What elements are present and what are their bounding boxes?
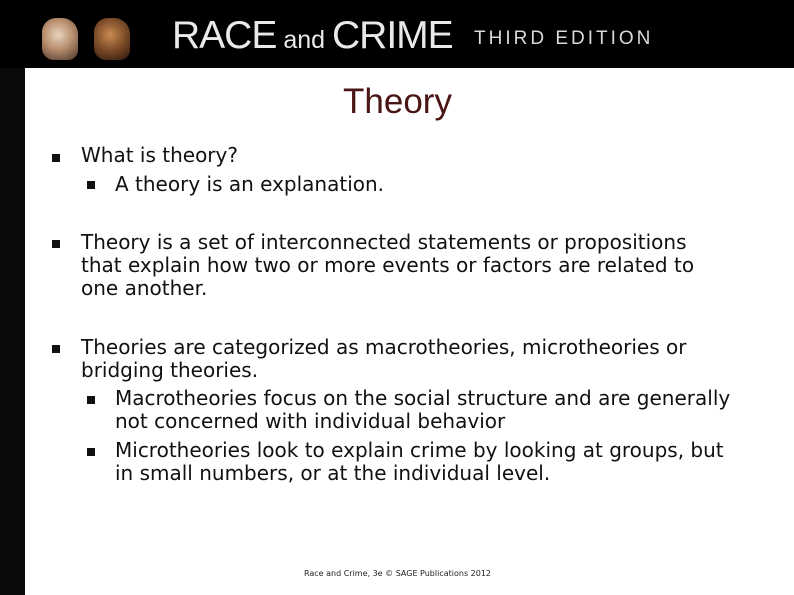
- header-banner: [0, 0, 794, 68]
- bullet-3-line-2: bridging theories.: [81, 358, 259, 382]
- edition-label: THIRD EDITION: [474, 28, 654, 49]
- book-cover-photos: [38, 8, 138, 66]
- bullet-3-sub-1-line-2: not concerned with individual behavior: [115, 409, 506, 433]
- raised-fist-image-dark: [94, 18, 130, 60]
- bullet-2-line-2: that explain how two or more events or factors are related to: [81, 253, 695, 277]
- slide-footer: Race and Crime, 3e © SAGE Publications 2012: [303, 569, 492, 578]
- raised-fist-image-light: [42, 18, 78, 60]
- bullet-3-sub-2-line-2: in small numbers, or at the individual level.: [115, 461, 551, 485]
- slide-title: Theory: [343, 82, 452, 121]
- logo-race: RACE: [172, 14, 277, 57]
- bullet-1-sub-1: A theory is an explanation.: [115, 172, 385, 196]
- sub-bullet-marker: [87, 396, 95, 404]
- bullet-marker: [52, 240, 60, 248]
- bullet-1-line-1: What is theory?: [81, 143, 238, 167]
- sub-bullet-marker: [87, 448, 95, 456]
- bullet-marker: [52, 345, 60, 353]
- book-title-logo: [172, 14, 453, 58]
- bullet-2-line-3: one another.: [81, 276, 208, 300]
- bullet-3-sub-2-line-1: Microtheories look to explain crime by looking at groups, but: [115, 438, 724, 462]
- sub-bullet-marker: [87, 181, 95, 189]
- logo-and: and: [283, 26, 326, 54]
- bullet-3-line-1: Theories are categorized as macrotheories, microtheories or: [81, 335, 687, 359]
- logo-crime: CRIME: [331, 14, 453, 57]
- bullet-marker: [52, 154, 60, 162]
- slide-body: [25, 68, 794, 595]
- bullet-2-line-1: Theory is a set of interconnected statements or propositions: [81, 230, 687, 254]
- bullet-3-sub-1-line-1: Macrotheories focus on the social structure and are generally: [115, 386, 731, 410]
